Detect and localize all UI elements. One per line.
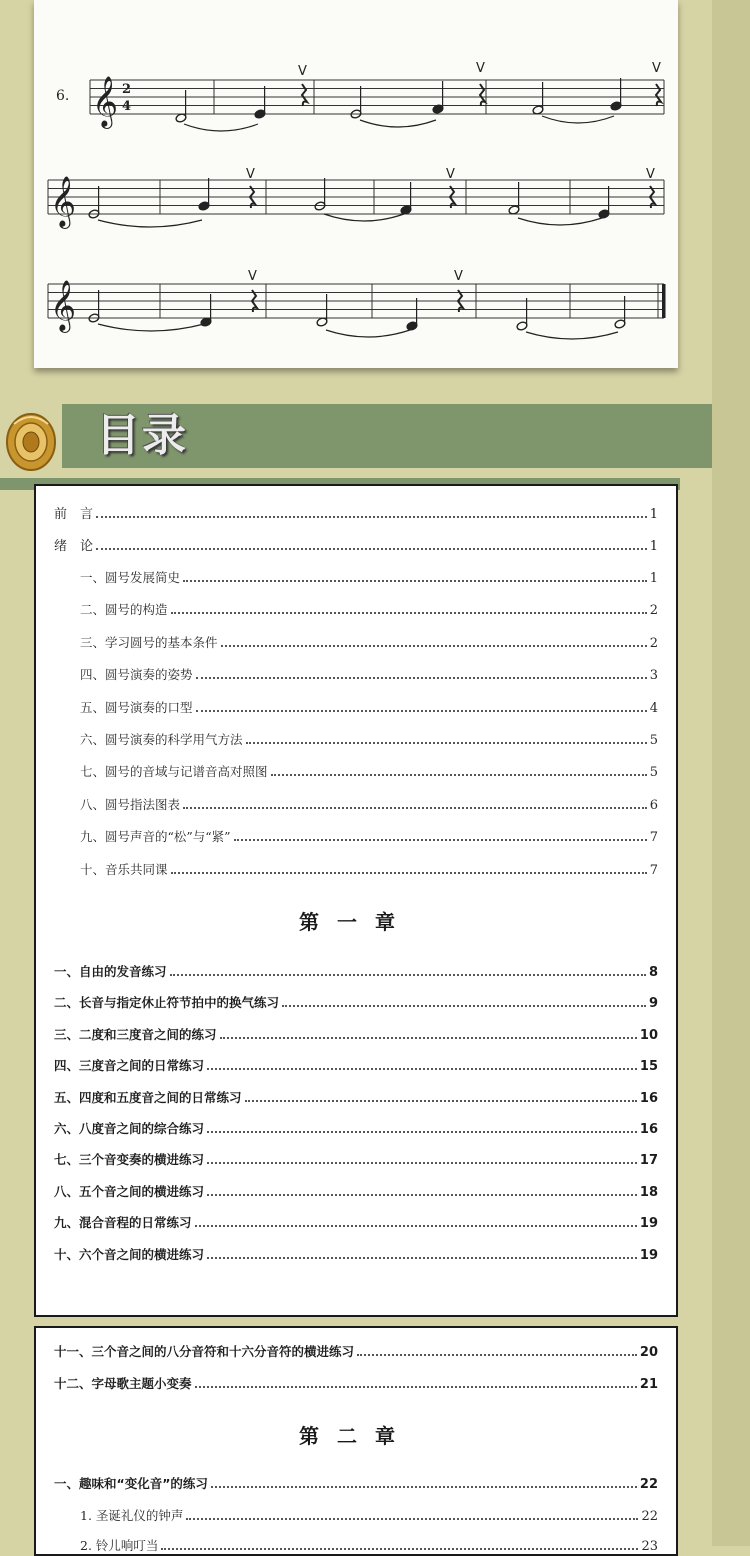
toc-entry — [54, 1211, 658, 1231]
toc-entry-title: 二、圆号的构造 — [80, 602, 168, 618]
toc-entry-title: 六、八度音之间的综合练习 — [54, 1121, 205, 1136]
toc-entry — [54, 1243, 658, 1263]
toc-leader-dots — [96, 516, 647, 518]
toc-entry-title: 九、混合音程的日常练习 — [54, 1215, 192, 1231]
page-title: 目录 — [96, 410, 188, 461]
quarter-rest — [656, 84, 661, 106]
toc-entry — [54, 960, 658, 980]
toc-entry — [54, 1372, 658, 1392]
toc-leader-dots — [207, 1131, 637, 1133]
toc-entry-page: 4 — [649, 700, 658, 716]
toc-entry-title: 二、长音与指定休止符节拍中的换气练习 — [54, 995, 280, 1011]
toc-leader-dots — [207, 1194, 637, 1196]
toc-entry-page: 1 — [649, 571, 658, 586]
toc-entry — [54, 1148, 658, 1168]
toc-entry-title: 八、五个音之间的横进练习 — [54, 1183, 205, 1199]
toc-entry-page: 7 — [649, 862, 658, 878]
background-strip — [712, 0, 750, 1546]
toc-entry-title: 七、三个音变奏的横进练习 — [54, 1152, 205, 1168]
toc-entry-title: 九、圆号声音的“松”与“紧” — [80, 829, 231, 845]
toc-leader-dots — [196, 677, 647, 679]
toc-entry-page: 2 — [649, 603, 658, 619]
toc-leader-dots — [234, 839, 647, 841]
toc-entry — [80, 825, 658, 845]
toc-entry — [80, 663, 658, 683]
toc-entry-title: 四、圆号演奏的姿势 — [80, 667, 193, 683]
toc-entry — [54, 1472, 658, 1492]
toc-entry — [54, 1054, 658, 1074]
toc-entry — [80, 696, 658, 716]
final-bar-thick — [662, 284, 666, 318]
toc-entry-title: 十、音乐共同课 — [80, 861, 168, 877]
time-signature-top: 2 — [122, 82, 132, 97]
toc-entry-page: 23 — [641, 1539, 658, 1554]
music-score-card — [34, 0, 678, 368]
toc-leader-dots — [246, 742, 647, 744]
toc-entry-title: 十一、三个音之间的八分音符和十六分音符的横进练习 — [54, 1344, 355, 1359]
toc-entry-page: 17 — [639, 1153, 658, 1169]
toc-entry — [54, 1180, 658, 1200]
breath-mark: V — [298, 64, 307, 79]
toc-entry-page: 1 — [649, 539, 658, 554]
toc-entry-title: 一、趣味和“变化音”的练习 — [54, 1476, 208, 1491]
breath-mark: V — [454, 269, 463, 284]
toc-entry-title: 六、圆号演奏的科学用气方法 — [80, 732, 243, 747]
quarter-rest — [480, 84, 485, 106]
toc-entry-page: 16 — [639, 1122, 658, 1137]
toc-entry-title: 五、圆号演奏的口型 — [80, 699, 193, 715]
toc-entry-page: 3 — [649, 668, 658, 684]
breath-mark: V — [652, 61, 661, 76]
toc-entry-page: 8 — [648, 965, 658, 980]
tie-arc — [324, 214, 404, 221]
toc-leader-dots — [96, 548, 647, 550]
toc-leader-dots — [282, 1005, 646, 1007]
treble-clef-icon: 𝄞 — [92, 76, 119, 127]
toc-entry — [54, 1117, 658, 1137]
toc-entry-page: 10 — [639, 1027, 658, 1043]
toc-leader-dots — [183, 580, 647, 582]
tie-arc — [360, 120, 436, 127]
toc-entry-title: 1. 圣诞礼仪的钟声 — [80, 1508, 184, 1523]
toc-leader-dots — [195, 1225, 637, 1227]
toc-entry — [80, 793, 658, 813]
chapter-heading: 第一章 — [299, 910, 413, 934]
breath-mark: V — [246, 167, 255, 182]
toc-entry — [54, 534, 658, 554]
toc-leader-dots — [186, 1518, 638, 1520]
toc-leader-dots — [207, 1068, 637, 1070]
breath-mark: V — [446, 167, 455, 182]
time-signature-bottom: 4 — [122, 99, 132, 114]
toc-entry-page: 5 — [649, 733, 658, 748]
toc-entry — [80, 760, 658, 780]
toc-entry — [80, 598, 658, 618]
toc-entry-title: 十二、字母歌主题小变奏 — [54, 1376, 192, 1391]
toc-entry — [80, 728, 658, 748]
treble-clef-icon: 𝄞 — [50, 176, 77, 227]
toc-entry — [80, 631, 658, 651]
toc-leader-dots — [171, 612, 647, 614]
toc-entry-page: 18 — [639, 1184, 658, 1200]
toc-entry — [80, 1534, 658, 1554]
toc-entry-title: 一、自由的发音练习 — [54, 964, 167, 979]
tie-arc — [98, 220, 202, 227]
exercise-number: 6. — [56, 88, 70, 104]
toc-leader-dots — [196, 710, 647, 712]
chapter-heading: 第二章 — [299, 1424, 413, 1448]
toc-entry-page: 20 — [639, 1345, 658, 1360]
toc-entry-title: 八、圆号指法图表 — [80, 796, 181, 812]
toc-entry — [80, 858, 658, 878]
toc-entry-title: 一、圆号发展简史 — [80, 570, 181, 585]
toc-entry — [54, 1023, 658, 1043]
toc-entry-title: 绪 论 — [54, 539, 94, 554]
tie-arc — [98, 324, 204, 331]
toc-card-1 — [34, 484, 678, 1317]
toc-leader-dots — [207, 1257, 637, 1259]
french-horn-icon — [4, 406, 58, 472]
music-staff — [34, 0, 678, 368]
toc-entry-page: 1 — [649, 507, 658, 522]
toc-entry-title: 2. 铃儿响叮当 — [80, 1538, 159, 1553]
toc-entry-page: 9 — [648, 996, 658, 1012]
toc-entry-title: 三、二度和三度音之间的练习 — [54, 1026, 217, 1042]
toc-leader-dots — [211, 1486, 637, 1488]
toc-entry-page: 7 — [649, 830, 658, 846]
quarter-rest — [302, 84, 307, 106]
tie-arc — [184, 124, 258, 131]
toc-leader-dots — [171, 872, 647, 874]
toc-entry-title: 七、圆号的音域与记谱音高对照图 — [80, 764, 268, 780]
toc-entry-title: 五、四度和五度音之间的日常练习 — [54, 1089, 242, 1105]
toc-leader-dots — [221, 645, 647, 647]
toc-entry-page: 22 — [639, 1477, 658, 1492]
toc-card-2 — [34, 1326, 678, 1556]
toc-entry-page: 19 — [639, 1216, 658, 1232]
breath-mark: V — [646, 167, 655, 182]
toc-entry — [54, 1340, 658, 1360]
toc-leader-dots — [245, 1100, 637, 1102]
toc-entry-page: 5 — [649, 765, 658, 781]
tie-arc — [542, 116, 614, 123]
toc-entry-title: 十、六个音之间的横进练习 — [54, 1246, 205, 1262]
toc-entry-title: 三、学习圆号的基本条件 — [80, 634, 218, 650]
treble-clef-icon: 𝄞 — [50, 280, 77, 331]
breath-mark: V — [476, 61, 485, 76]
toc-leader-dots — [195, 1386, 637, 1388]
toc-entry — [80, 566, 658, 586]
toc-entry-title: 四、三度音之间的日常练习 — [54, 1058, 205, 1074]
toc-entry-title: 前 言 — [54, 507, 94, 522]
toc-leader-dots — [207, 1162, 637, 1164]
toc-entry — [54, 1086, 658, 1106]
toc-entry-page: 6 — [649, 797, 658, 813]
toc-leader-dots — [220, 1037, 637, 1039]
toc-leader-dots — [161, 1548, 638, 1550]
toc-leader-dots — [357, 1354, 637, 1356]
toc-leader-dots — [170, 974, 646, 976]
tie-arc — [526, 332, 618, 339]
toc-leader-dots — [271, 774, 647, 776]
toc-entry — [54, 502, 658, 522]
tie-arc — [518, 218, 602, 225]
toc-entry-page: 2 — [649, 635, 658, 651]
toc-entry-page: 22 — [641, 1509, 658, 1524]
breath-mark: V — [248, 269, 257, 284]
toc-entry-page: 15 — [639, 1059, 658, 1075]
toc-entry-page: 16 — [639, 1090, 658, 1106]
toc-entry — [54, 991, 658, 1011]
toc-entry-page: 19 — [639, 1247, 658, 1263]
toc-entry-page: 21 — [639, 1377, 658, 1392]
toc-leader-dots — [183, 807, 647, 809]
tie-arc — [326, 330, 410, 337]
toc-entry — [80, 1504, 658, 1524]
